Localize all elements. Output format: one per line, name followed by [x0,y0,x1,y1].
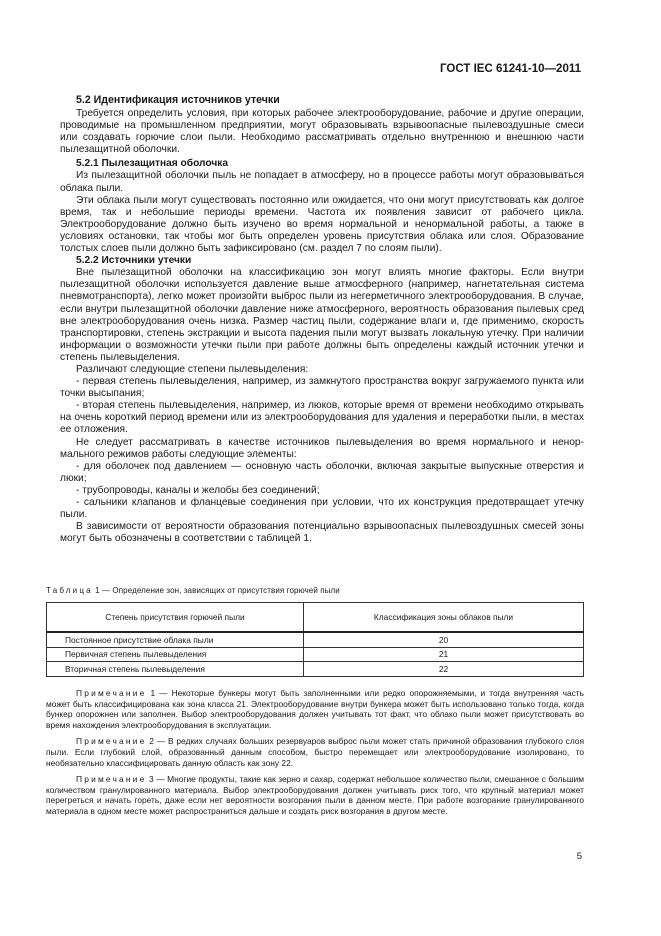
note [46,774,584,816]
note [46,736,584,768]
table-cell: 22 [304,662,584,677]
table-header-cell: Степень присутствия горючей пыли [47,603,304,633]
table-caption-text: 1 — Определение зон, зависящих от присутствия горючей пыли [92,586,340,595]
subsection-title: 5.2.2 Источники утечки [76,255,192,267]
table-header-row [47,603,584,633]
list-item: - вторая степень пылевыделения, например, из люков, которые время от времени необходимо открывать на очень короткий период времени или из электрооборудования для удаления и переработки пыли, в местах ее отложения. [60,400,584,436]
subsection-title: 5.2.1 Пылезащитная оболочка [76,158,229,170]
table-cell: Постоянное присутствие облака пыли [47,632,304,647]
note-label: Примечание [76,774,147,785]
paragraph: Эти облака пыли могут существовать постоянно или ожидается, что они могут присутствовать как долгое время, так и небольшие периоды времени. Частота их появления зависит от рабочего цикла. Электрооборудование должно быть изучено во время нормальной и ненормальной работы, а также в условиях остановки, так чтобы мог быть определен уровень присутствия облака или слоя. Образование толстых слоев пыли должно быть зафиксировано (см. раздел 7 по слоям пыли). [60,194,584,255]
note-text: В редких случаях больших резервуаров выброс пыли может стать причиной образования глубокого слоя пыли. Если глубокий слой, образованный данным способом, быстро перемещает или электрооборудование изолировано, то необязательно классифицировать данную область как зону 22. [46,736,585,768]
note-text: Многие продукты, такие как зерно и сахар, содержат небольшое количество пыли, смешанное с большим количеством гранулированного материала. Выбор электрооборудования должен учитывать риск того, что крупный материал может перегреться и начать гореть, даже если нет вероятности возгорания пыли в данном месте. При работе возгорание гранулированного материала в одном месте может распространиться дальше и создать риск возгорания в другом месте. [46,774,584,816]
notes-block [46,688,584,823]
table-cell: Вторичная степень пылевыделения [47,662,304,677]
table-row [47,632,584,647]
paragraph: Вне пылезащитной оболочки на классификацию зон могут влиять многие факторы. Если внутри пылезащитной оболочки используется давление выше атмосферного (например, нагнетательная система пневмотранспорта), легко может произойти выброс пыли из негерметичного электрооборудования. В случае, если внутри пылезащитной оболочки давление ниже атмосферного, вероятность образования пылевых сред вне электрооборудования очень низка. Размер частиц пыли, содержание влаги и, где применимо, скорость транспортировки, степень экстракции и высота падения пыли могут вызвать локальную утечку. При наличии информации о возможности утечки пыли при работе должны быть определены каждый источник утечки и степень пылевыделения. [60,267,584,363]
note-number: 1 — [146,688,172,698]
table-cell: Первичная степень пылевыделения [47,647,304,662]
note-label: Примечание [76,736,147,747]
list-item: - для оболочек под давлением — основную часть оболочки, включая закрытые выпускные отверстия и люки; [60,460,584,484]
list-item: - сальники клапанов и фланцевые соединения при условии, что их конструкция предотвращает утечку пыли. [60,497,584,521]
note-number: 2 — [146,736,168,747]
table-row [47,647,584,662]
document-body [60,94,584,545]
table-caption-label: Таблица [46,586,93,595]
table-caption [46,586,340,595]
section-intro: Требуется определить условия, при которых рабочее электрооборудование, рабочие и другие операции, проводимые на промышленном предприятии, могут образовывать взрывоопасные пылевоздушные смеси или создавать горючие слои пыли. Необходимо рассматривать отдельно внутреннюю и внешнюю части пылезащитной оболочки. [60,108,584,156]
standard-header: ГОСТ IEC 61241-10—2011 [440,63,581,75]
paragraph: Не следует рассматривать в качестве источников пылевыделения во время нормального и ненормального режимов работы следующие элементы: [60,436,584,460]
paragraph: В зависимости от вероятности образования потенциально взрывоопасных пылевоздушных смесей зоны могут быть обозначены в соответствии с таблицей 1. [60,521,584,545]
table-cell: 20 [304,632,584,647]
list-item: - трубопроводы, каналы и желобы без соединений; [76,484,320,496]
paragraph: Различают следующие степени пылевыделения: [76,363,309,375]
section-title: 5.2 Идентификация источников утечки [76,94,280,106]
zone-table [46,602,584,677]
paragraph: Из пылезащитной оболочки пыль не попадает в атмосферу, но в процессе работы могут образовываться облака пыли. [60,170,584,194]
table-row [47,662,584,677]
page-number: 5 [576,851,582,862]
note-label: Примечание [76,688,147,698]
note-number: 3 — [146,774,168,785]
table-header-cell: Классификация зоны облаков пыли [304,603,584,633]
list-item: - первая степень пылевыделения, например, из замкнутого пространства вокруг загружаемого пункта или точки высыпания; [60,376,584,400]
note-text: Некоторые бункеры могут быть заполненными или редко опорожняемыми, и тогда внутренняя часть может быть классифицирована как зона класса 21. Электрооборудование внутри бункера может быть использовано только тогда, когда бункер опорожнен или заполнен. Выбор электрооборудования должен учитывать тот факт, что облако пыли может присутствовать во время нахождения электрооборудования в эксплуатации. [46,688,585,730]
note [46,688,584,730]
table-cell: 21 [304,647,584,662]
